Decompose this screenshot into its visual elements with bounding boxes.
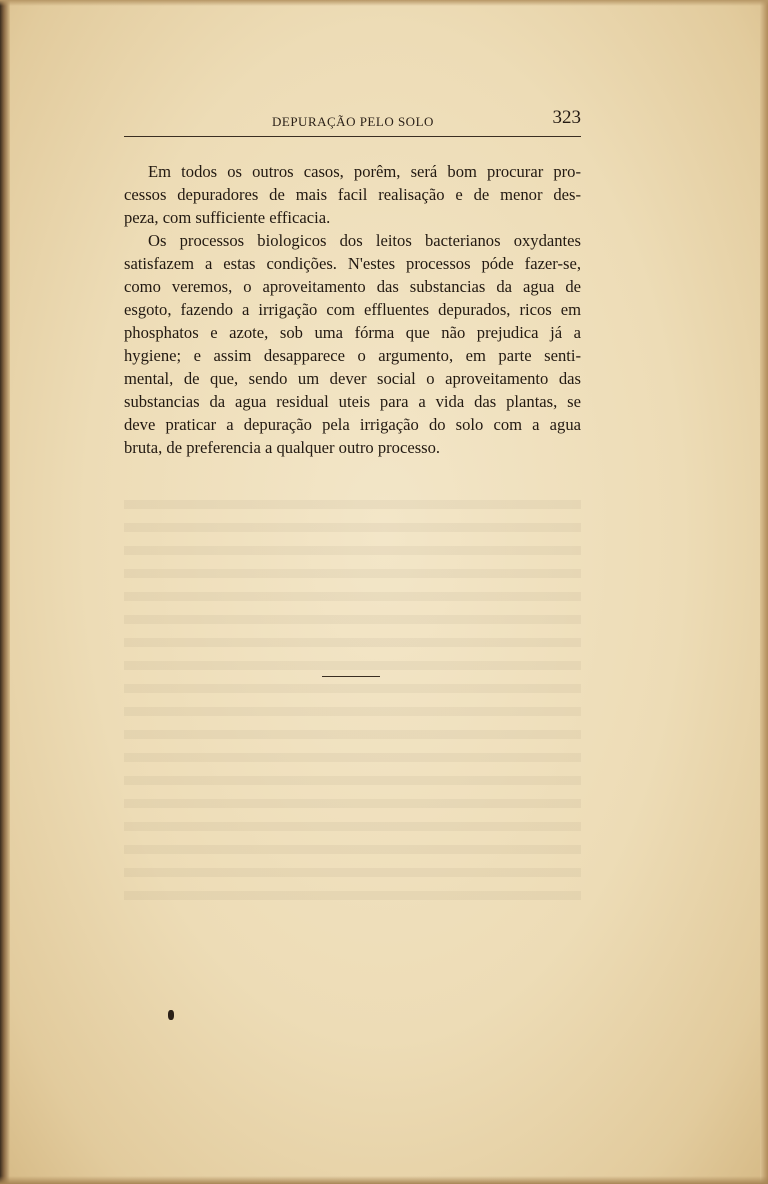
body-text — [124, 160, 581, 459]
ink-stain — [168, 1010, 174, 1020]
text-line: como veremos, o aproveitamento das substancias da agua de — [124, 277, 581, 296]
text-line: Em todos os outros casos, porêm, será bom procurar pro- — [148, 162, 581, 181]
text-line: substancias da agua residual uteis para a vida das plantas, se — [124, 392, 581, 411]
section-separator-rule — [322, 676, 380, 677]
running-head: DEPURAÇÃO PELO SOLO — [272, 114, 434, 129]
text-line: Os processos biologicos dos leitos bacterianos oxydantes — [148, 231, 581, 250]
text-line: esgoto, fazendo a irrigação com effluentes depurados, ricos em — [124, 300, 581, 319]
text-line: mental, de que, sendo um dever social o aproveitamento das — [124, 369, 581, 388]
text-line: satisfazem a estas condições. N'estes processos póde fazer-se, — [124, 254, 581, 273]
page-right-edge — [760, 0, 768, 1184]
text-line: peza, com sufficiente efficacia. — [124, 208, 331, 227]
text-line: phosphatos e azote, sob uma fórma que não prejudica já a — [124, 323, 581, 342]
text-line: cessos depuradores de mais facil realisação e de menor des- — [124, 185, 581, 204]
header-rule — [124, 136, 581, 137]
page-bottom-edge — [0, 1176, 768, 1184]
page-number: 323 — [552, 107, 581, 128]
page-top-edge — [0, 0, 768, 6]
text-line: deve praticar a depuração pela irrigação do solo com a agua — [124, 415, 581, 434]
show-through-text — [124, 500, 581, 900]
text-line: bruta, de preferencia a qualquer outro processo. — [124, 438, 441, 457]
text-line: hygiene; e assim desapparece o argumento, em parte senti- — [124, 346, 581, 365]
page-header — [124, 106, 581, 134]
page-spine-shadow — [0, 0, 10, 1184]
